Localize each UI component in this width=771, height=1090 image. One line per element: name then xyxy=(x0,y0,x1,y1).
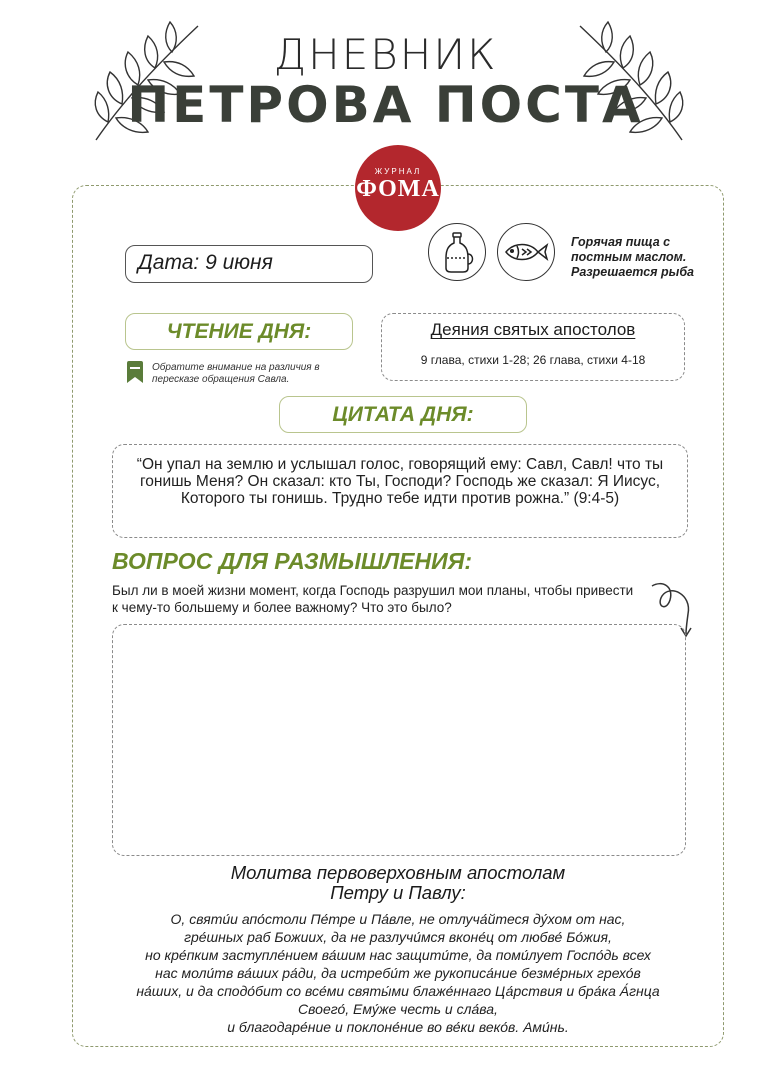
date-field: Дата: 9 июня xyxy=(125,245,373,283)
logo-small-text: ЖУРНАЛ xyxy=(374,167,422,176)
oil-bottle-icon xyxy=(428,223,486,281)
reading-label: ЧТЕНИЕ ДНЯ: xyxy=(125,313,353,350)
foma-logo xyxy=(355,145,441,231)
prayer-text xyxy=(100,910,696,1036)
prayer-line: гре́шных раб Божиих, да не разлучи́мся вконе́ц от любве́ Бо́жия, xyxy=(184,929,612,945)
page-title-line1: ДНЕВНИК xyxy=(273,30,498,79)
food-note: Горячая пища с постным маслом. Разрешается рыба xyxy=(571,235,695,279)
prayer-title xyxy=(100,863,696,903)
prayer-line: и благодаре́ние и поклоне́ние во ве́ки веко́в. Ами́нь. xyxy=(227,1019,569,1035)
logo-big-text: ФОМА xyxy=(356,176,440,202)
answer-box[interactable] xyxy=(112,624,686,856)
prayer-line: на́ших, и да сподо́бит со все́ми святы́ми блаже́ннаго Ца́рствия и бра́ка А́гнца xyxy=(136,983,660,999)
reading-verses: 9 глава, стихи 1-28; 26 глава, стихи 4-18 xyxy=(420,353,646,367)
page-title-line2: ПЕТРОВА ПОСТА xyxy=(127,76,644,134)
question-title: ВОПРОС ДЛЯ РАЗМЫШЛЕНИЯ: xyxy=(112,548,473,574)
prayer-line: но кре́пким заступле́нием ва́шим нас защити́те, да поми́лует Госпо́дь всех xyxy=(145,947,651,963)
question-text: Был ли в моей жизни момент, когда Господь разрушил мои планы, чтобы привести к чему-то большему и более важному? Что это было? xyxy=(112,583,634,615)
quote-text: “Он упал на землю и услышал голос, говорящий ему: Савл, Савл! что ты гонишь Меня? Он сказал: кто Ты, Господи? Господь же сказал: Я Иисус, Которого ты гонишь. Трудно тебе идти против рожна.” (9:4-5) xyxy=(136,456,664,507)
quote-label: ЦИТАТА ДНЯ: xyxy=(279,396,527,433)
bookmark-icon xyxy=(127,361,143,383)
prayer-line: О, святи́и апо́столи Пе́тре и Па́вле, не отлуча́йтеся ду́хом от нас, xyxy=(170,911,626,927)
prayer-line: Своего́, Ему́же честь и сла́ва, xyxy=(298,1001,498,1017)
prayer-title-line: Молитва первоверховным апостолам xyxy=(230,862,566,883)
prayer-title-line: Петру и Павлу: xyxy=(330,882,466,903)
prayer-line: нас моли́тв ва́ших ра́ди, да истреби́т же рукописа́ние безме́рных грехо́в xyxy=(155,965,641,981)
fish-icon xyxy=(497,223,555,281)
reading-hint: Обратите внимание на различия в пересказе обращения Савла. xyxy=(152,362,320,385)
reading-book: Деяния святых апостолов xyxy=(430,320,636,339)
